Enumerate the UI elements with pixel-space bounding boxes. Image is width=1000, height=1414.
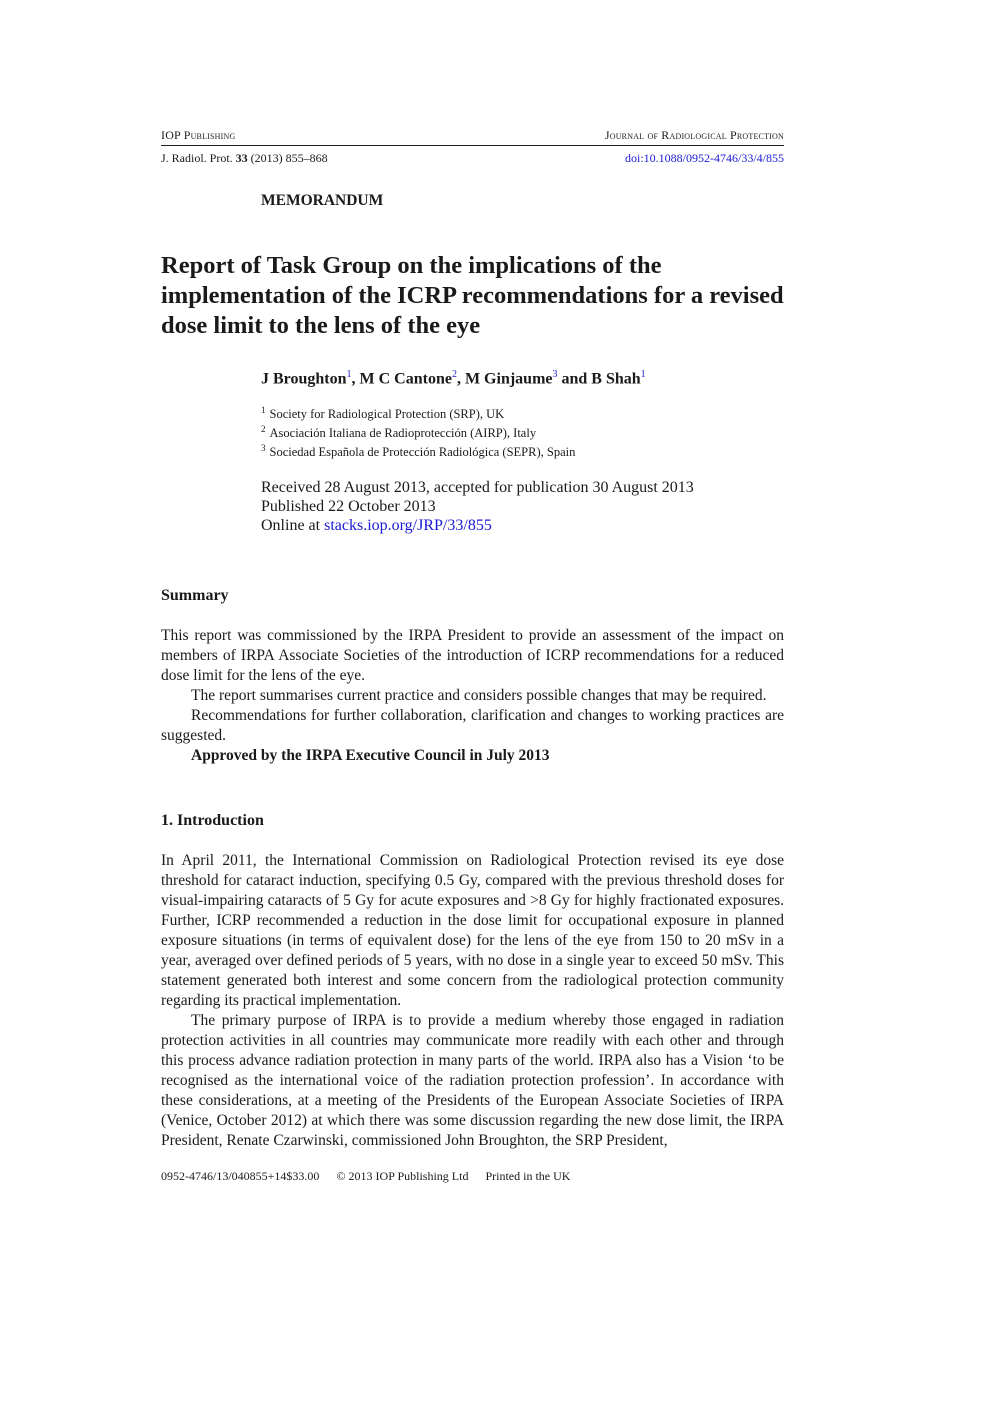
publisher-name: IOP Publishing xyxy=(161,128,236,142)
affiliation xyxy=(261,424,536,441)
article-type: MEMORANDUM xyxy=(261,192,384,209)
introduction-paragraph: In April 2011, the International Commission on Radiological Protection revised its eye dose threshold for cataract induction, specifying 0.5 Gy, compared with the previous threshold doses for visual-impairing cataracts of 5 Gy for acute exposures and >8 Gy for highly fractionated exposures. Further, ICRP recommended a reduction in the dose limit for occupational exposure in planned exposure situations (in terms of equivalent dose) for the lens of the eye from 150 to 20 mSv in a year, averaged over defined periods of 5 years, with no dose in a single year to exceed 50 mSv. This statement generated both interest and some concern from the radiological protection community regarding its practical implementation. xyxy=(161,852,784,1009)
printed-notice: Printed in the UK xyxy=(485,1169,571,1183)
summary-paragraph: The report summarises current practice and considers possible changes that may be required. xyxy=(191,687,767,704)
doi-link[interactable]: doi:10.1088/0952-4746/33/4/855 xyxy=(625,151,784,165)
page-footer xyxy=(161,1169,584,1184)
published-date: Published 22 October 2013 xyxy=(261,498,436,515)
author-separator: and xyxy=(557,370,592,388)
author-list xyxy=(261,369,646,388)
copyright-notice: © 2013 IOP Publishing Ltd xyxy=(336,1169,469,1183)
article-code: 0952-4746/13/040855+14$33.00 xyxy=(161,1169,320,1183)
author-affiliation-mark[interactable]: 1 xyxy=(346,369,352,380)
summary-body xyxy=(161,626,784,766)
affiliation-text: Asociación Italiana de Radioprotección (AIRP), Italy xyxy=(269,426,537,441)
author-affiliation-mark[interactable]: 1 xyxy=(640,369,646,380)
approval-statement: Approved by the IRPA Executive Council in July 2013 xyxy=(191,747,550,764)
author-affiliation-mark[interactable]: 3 xyxy=(552,369,558,380)
received-date: Received 28 August 2013, accepted for publication 30 August 2013 xyxy=(261,479,694,496)
author-separator: , xyxy=(456,370,465,388)
introduction-heading: 1. Introduction xyxy=(161,812,264,829)
author-name: B Shah xyxy=(591,370,641,388)
citation-volume: 33 xyxy=(235,151,248,165)
journal-name: Journal of Radiological Protection xyxy=(604,128,784,142)
introduction-paragraph: The primary purpose of IRPA is to provide a medium whereby those engaged in radiation protection activities in all countries may communicate more readily with each other and through this process advance radiation protection in many parts of the world. IRPA also has a Vision ‘to be recognised as the international voice of the radiation protection profession’. In accordance with these considerations, at a meeting of the Presidents of the European Associate Societies of IRPA (Venice, October 2012) at which there was some discussion regarding the new dose limit, the IRPA President, Renate Czarwinski, commissioned John Broughton, the SRP President, xyxy=(161,1012,784,1149)
affiliation-number: 2 xyxy=(261,424,266,434)
affiliation-number: 1 xyxy=(261,405,266,415)
author-name: M Ginjaume xyxy=(464,370,553,388)
introduction-body xyxy=(161,851,784,1151)
summary-heading: Summary xyxy=(161,587,229,604)
affiliation xyxy=(261,405,504,422)
affiliation xyxy=(261,443,575,460)
author-name: J Broughton xyxy=(261,370,347,388)
affiliation-number: 3 xyxy=(261,443,266,453)
affiliation-text: Society for Radiological Protection (SRP), UK xyxy=(269,407,505,422)
online-location xyxy=(261,517,492,535)
citation-suffix: (2013) 855–868 xyxy=(250,151,328,165)
affiliation-text: Sociedad Española de Protección Radiológica (SEPR), Spain xyxy=(269,445,576,460)
header-rule xyxy=(161,145,784,146)
summary-paragraph: Recommendations for further collaboration, clarification and changes to working practices are suggested. xyxy=(161,707,784,744)
citation xyxy=(161,151,328,166)
online-prefix: Online at xyxy=(261,517,325,534)
citation-prefix: J. Radiol. Prot. xyxy=(161,151,233,165)
summary-paragraph: This report was commissioned by the IRPA President to provide an assessment of the impact on members of IRPA Associate Societies of the introduction of ICRP recommendations for a reduced dose limit for the lens of the eye. xyxy=(161,627,784,684)
author-affiliation-mark[interactable]: 2 xyxy=(451,369,457,380)
online-link[interactable]: stacks.iop.org/JRP/33/855 xyxy=(324,517,492,534)
article-title: Report of Task Group on the implications of the implementation of the ICRP recommendations for a revised dose limit to the lens of the eye xyxy=(161,252,784,339)
author-separator: , xyxy=(351,370,360,388)
author-name: M C Cantone xyxy=(359,370,452,388)
